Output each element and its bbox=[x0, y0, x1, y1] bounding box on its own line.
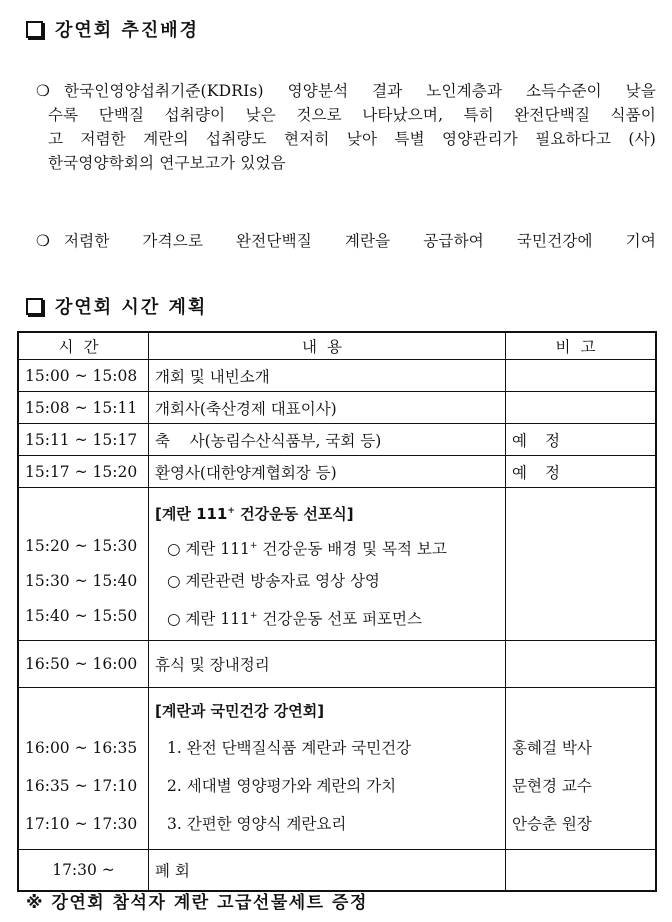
table-row: 15:00 ~ 15:08 개회 및 내빈소개 bbox=[18, 360, 656, 392]
checkbox-square-icon bbox=[26, 21, 43, 38]
checkbox-square-icon bbox=[26, 298, 43, 315]
header-note: 비고 bbox=[506, 332, 657, 360]
table-row: 15:17 ~ 15:20 환영사(대한양계협회장 등) 예정 bbox=[18, 456, 656, 488]
background-bullet-2: ❍ 저렴한 가격으로 완전단백질 계란을 공급하여 국민건강에 기여 bbox=[34, 229, 656, 253]
bullet-text-cont: 수록 단백질 섭취량이 낮은 것으로 나타났으며, 특히 완전단백질 식품이 고 저렴한 계란의 섭취량도 현저히 낮아 특별 영양관리가 필요하다고 (사) 한국영양학회의 연구보고가 있었음 bbox=[48, 106, 656, 172]
table-row: 17:30 ~ 폐 회 bbox=[18, 850, 656, 892]
section-title-schedule: 강연회 시간 계획 bbox=[24, 293, 207, 319]
header-content: 내용 bbox=[149, 332, 506, 360]
schedule-table bbox=[17, 331, 657, 892]
table-row: 16:50 ~ 16:00 휴식 및 장내정리 bbox=[18, 641, 656, 688]
table-row-campaign: 15:20 ~ 15:30 15:30 ~ 15:40 15:40 ~ 15:50 [계란 111+ 건강운동 선포식] ○ 계란 111+ 건강운동 배경 및 목적 보고 ○ 계란관련 방송자료 영상 상영 ○ 계란 111+ 건강운동 선포 퍼포먼스 bbox=[18, 488, 656, 641]
circle-bullet-icon: ❍ bbox=[36, 82, 51, 100]
background-bullet-1 bbox=[34, 79, 656, 175]
header-time: 시간 bbox=[18, 332, 149, 360]
table-header-row bbox=[18, 332, 656, 360]
lecture-heading: [계란과 국민건강 강연회] bbox=[155, 702, 325, 720]
table-row-lecture: 16:00 ~ 16:35 16:35 ~ 17:10 17:10 ~ 17:30 [계란과 국민건강 강연회] 1. 완전 단백질식품 계란과 국민건강 2. 세대별 영양평가와 계란의 가치 3. 간편한 영양식 계란요리 홍혜걸 박사 문현경 교수 안승춘 원장 bbox=[18, 688, 656, 850]
bullet-text: 한국인영양섭취기준(KDRIs) 영양분석 결과 노인계층과 소득수준이 낮을 bbox=[64, 82, 656, 100]
campaign-heading: [계란 111+ 건강운동 선포식] bbox=[155, 505, 354, 523]
footer-note: ※ 강연회 참석자 계란 고급선물세트 증정 bbox=[26, 893, 368, 913]
section-title-background: 강연회 추진배경 bbox=[24, 16, 199, 42]
table-row: 15:11 ~ 15:17 축 사(농림수산식품부, 국회 등) 예정 bbox=[18, 424, 656, 456]
table-row: 15:08 ~ 15:11 개회사(축산경제 대표이사) bbox=[18, 392, 656, 424]
circle-bullet-icon: ❍ bbox=[36, 232, 51, 250]
